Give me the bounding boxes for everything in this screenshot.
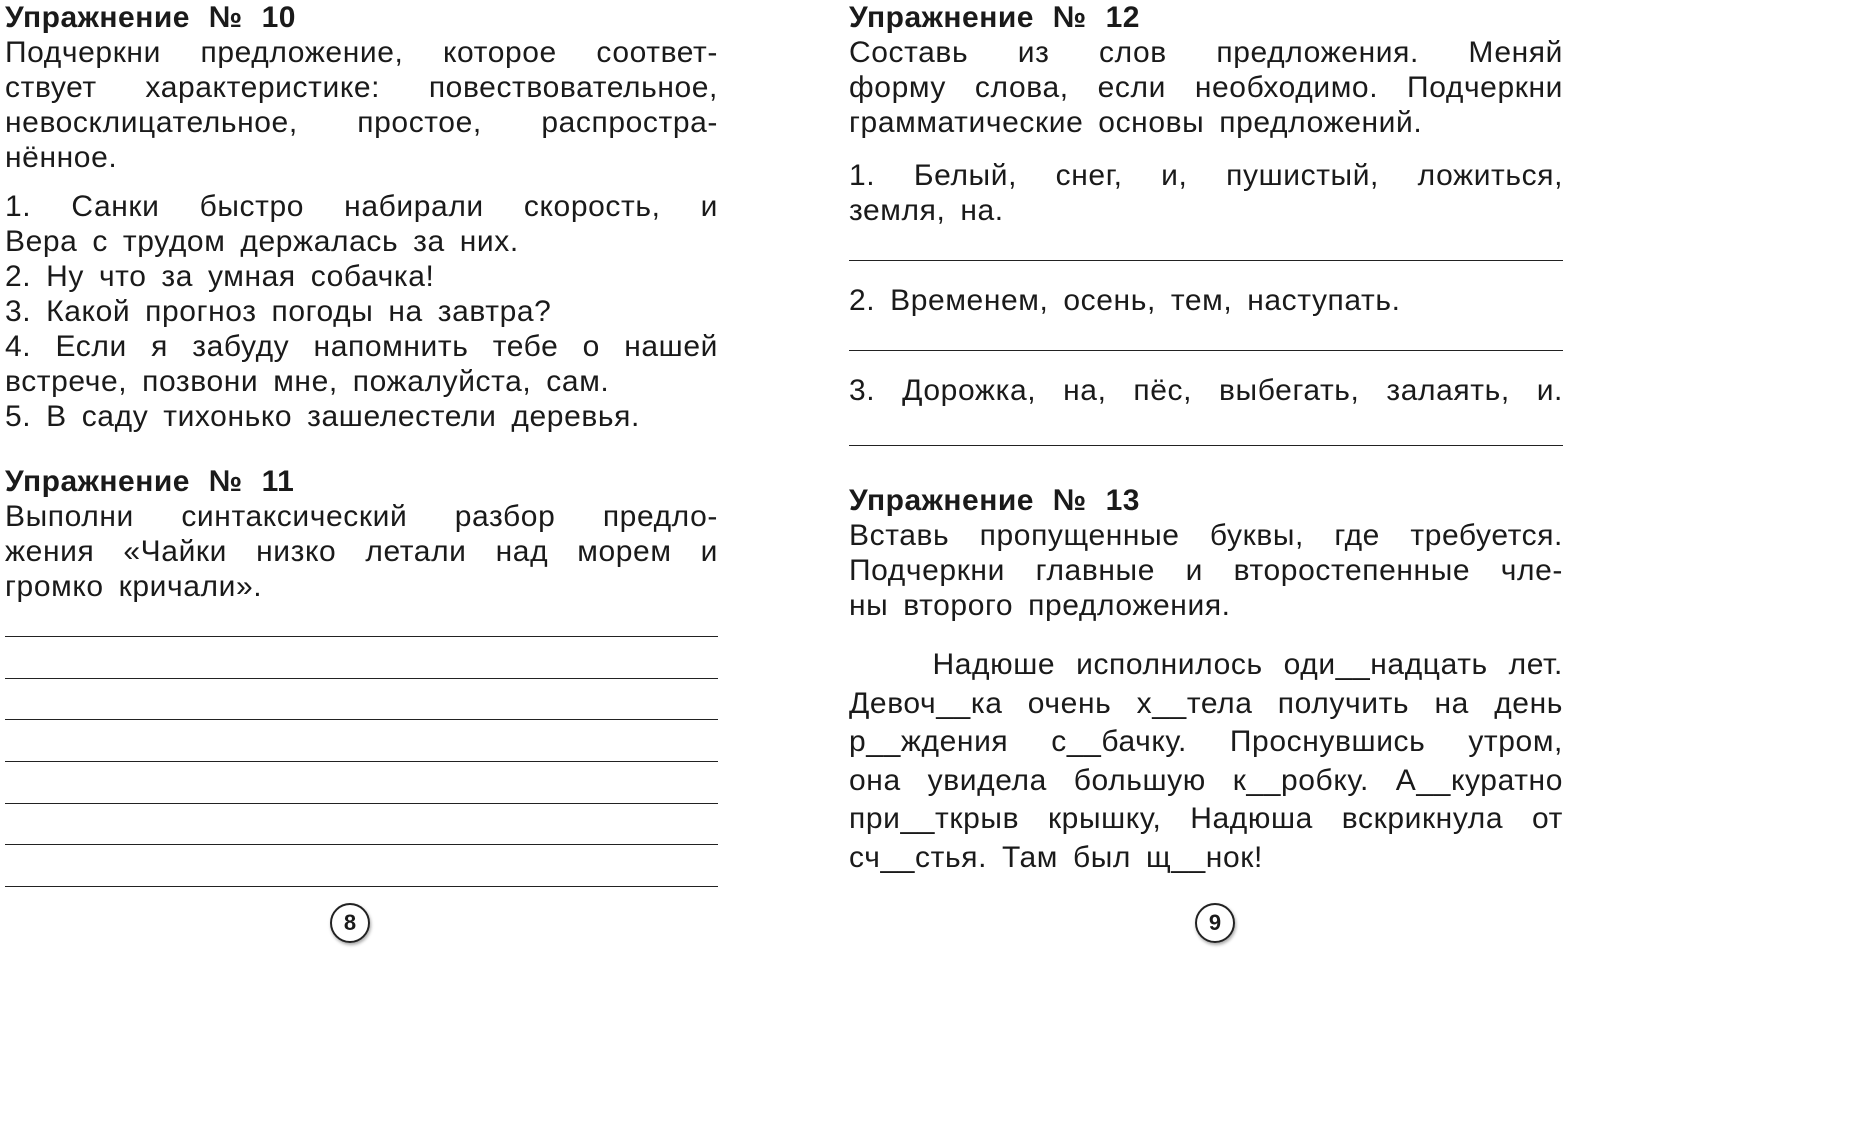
task-line: Подчеркни предложение, которое соответ-: [5, 36, 718, 69]
word-item-2: [849, 283, 1563, 318]
word-item-line: 1. Белый, снег, и, пушистый, ложиться,: [849, 159, 1563, 192]
exercise-11: [5, 465, 718, 604]
exercise-title: Упражнение № 12: [849, 1, 1140, 34]
story-line: Девоч__ка очень х__тела получить на день: [849, 686, 1563, 720]
answer-line[interactable]: [5, 678, 718, 679]
task-line: Составь из слов предложения. Меняй: [849, 36, 1563, 69]
answer-line[interactable]: [5, 761, 718, 762]
answer-line[interactable]: [5, 844, 718, 845]
task-line: ны второго предложения.: [849, 589, 1231, 622]
page-right: [849, 0, 1563, 960]
story-line: Надюше исполнилось оди__надцать лет.: [849, 648, 1563, 681]
answer-line[interactable]: [849, 350, 1563, 351]
task-line: громко кричали».: [5, 570, 263, 603]
answer-line[interactable]: [5, 803, 718, 804]
exercise-task: [5, 35, 718, 175]
story-line: при__ткрыв крышку, Надюша вскрикнула от: [849, 802, 1563, 836]
task-line: жения «Чайки низко летали над морем и: [5, 535, 718, 568]
page-number: 9: [1195, 903, 1235, 943]
page-number: 8: [330, 903, 370, 943]
sentence-list: [5, 189, 718, 434]
exercise-12: [849, 1, 1563, 140]
word-item-line: 2. Временем, осень, тем, наступать.: [849, 284, 1401, 317]
list-item: 4. Если я забуду напомнить тебе о нашей: [5, 330, 718, 363]
exercise-10: [5, 1, 718, 434]
task-line: форму слова, если необходимо. Подчеркни: [849, 71, 1563, 104]
word-item-1: [849, 158, 1563, 228]
task-line: нённое.: [5, 141, 118, 174]
list-item: встрече, позвони мне, пожалуйста, сам.: [5, 365, 610, 398]
answer-line[interactable]: [5, 636, 718, 637]
exercise-title: Упражнение № 13: [849, 484, 1140, 517]
exercise-13: [849, 484, 1563, 623]
answer-line[interactable]: [849, 260, 1563, 261]
exercise-task: [849, 35, 1563, 140]
story-line: она увидела большую к__робку. А__куратно: [849, 763, 1563, 797]
task-line: Вставь пропущенные буквы, где требуется.: [849, 519, 1563, 552]
list-item: Вера с трудом держалась за них.: [5, 225, 519, 258]
task-line: грамматические основы предложений.: [849, 106, 1423, 139]
story-line: р__ждения с__бачку. Проснувшись утром,: [849, 725, 1563, 759]
page-left: [5, 0, 718, 960]
task-line: Выполни синтаксический разбор предло-: [5, 500, 718, 533]
exercise-task: [849, 518, 1563, 623]
task-line: Подчеркни главные и второстепенные чле-: [849, 554, 1563, 587]
list-item: 1. Санки быстро набирали скорость, и: [5, 190, 718, 223]
list-item: 2. Ну что за умная собачка!: [5, 260, 435, 293]
story-text: [849, 646, 1563, 878]
list-item: 3. Какой прогноз погоды на завтра?: [5, 295, 552, 328]
word-item-line: 3. Дорожка, на, пёс, выбегать, залаять, и.: [849, 374, 1563, 407]
word-item-3: [849, 373, 1563, 408]
exercise-task: [5, 499, 718, 604]
story-line: сч__стья. Там был щ__нок!: [849, 840, 1263, 874]
answer-line[interactable]: [5, 719, 718, 720]
word-item-line: земля, на.: [849, 194, 1004, 227]
answer-line[interactable]: [849, 445, 1563, 446]
exercise-title: Упражнение № 11: [5, 465, 295, 498]
task-line: ствует характеристике: повествовательное,: [5, 71, 718, 104]
list-item: 5. В саду тихонько зашелестели деревья.: [5, 400, 640, 433]
task-line: невосклицательное, простое, распростра-: [5, 106, 718, 139]
exercise-title: Упражнение № 10: [5, 1, 296, 34]
answer-line[interactable]: [5, 886, 718, 887]
